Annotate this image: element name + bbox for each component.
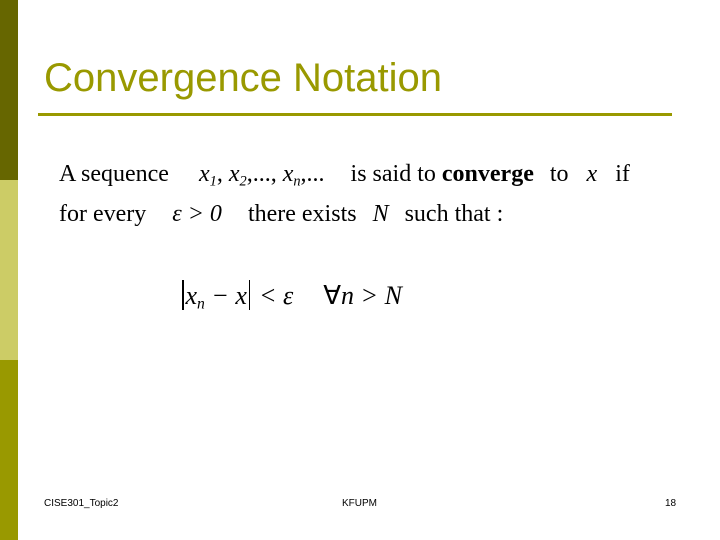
sidebar-band-olive: [0, 360, 18, 540]
seq-xn: x: [282, 161, 294, 187]
epsilon-condition: ε > 0: [172, 201, 222, 227]
formula-x: x: [185, 281, 198, 310]
seq-subn: n: [293, 173, 301, 190]
formula-lt-epsilon: < ε: [252, 281, 294, 310]
convergence-formula: [180, 280, 402, 312]
abs-bar-right: [249, 280, 251, 310]
slide-title: Convergence Notation: [44, 56, 443, 100]
line2-prefix: for every: [59, 201, 147, 227]
sidebar-band-light: [0, 180, 18, 360]
line1-mid-text: is said to: [350, 161, 436, 187]
formula-minus-x: − x: [204, 281, 247, 310]
to-word: to: [549, 161, 569, 187]
seq-comma1: ,: [216, 161, 229, 187]
seq-x1: x: [198, 161, 210, 187]
line1-prefix: A sequence: [59, 161, 169, 187]
limit-variable: x: [586, 161, 598, 187]
definition-line-2: [59, 202, 503, 226]
forall-symbol: ∀: [323, 281, 342, 310]
seq-sub1: 1: [209, 173, 217, 190]
title-underline: [38, 113, 672, 116]
footer-institution: KFUPM: [342, 498, 377, 509]
if-word: if: [615, 161, 630, 187]
abs-bar-left: [182, 280, 184, 310]
footer-page-number: 18: [665, 498, 677, 509]
sidebar-band-dark: [0, 0, 18, 180]
converge-word: converge: [441, 161, 534, 187]
footer-course: CISE301_Topic2: [44, 498, 119, 509]
seq-sub2: 2: [239, 173, 247, 190]
N-variable: N: [372, 201, 389, 227]
sequence-expression: [198, 161, 325, 190]
seq-mid: ,...,: [246, 161, 283, 187]
seq-end: ,...: [300, 161, 325, 187]
formula-n-gt-N: n > N: [341, 281, 402, 310]
definition-line-1: [59, 162, 630, 189]
line2-suffix: such that :: [404, 201, 504, 227]
line2-mid-text: there exists: [247, 201, 357, 227]
formula-sub-n: n: [197, 295, 205, 313]
seq-x2: x: [228, 161, 240, 187]
